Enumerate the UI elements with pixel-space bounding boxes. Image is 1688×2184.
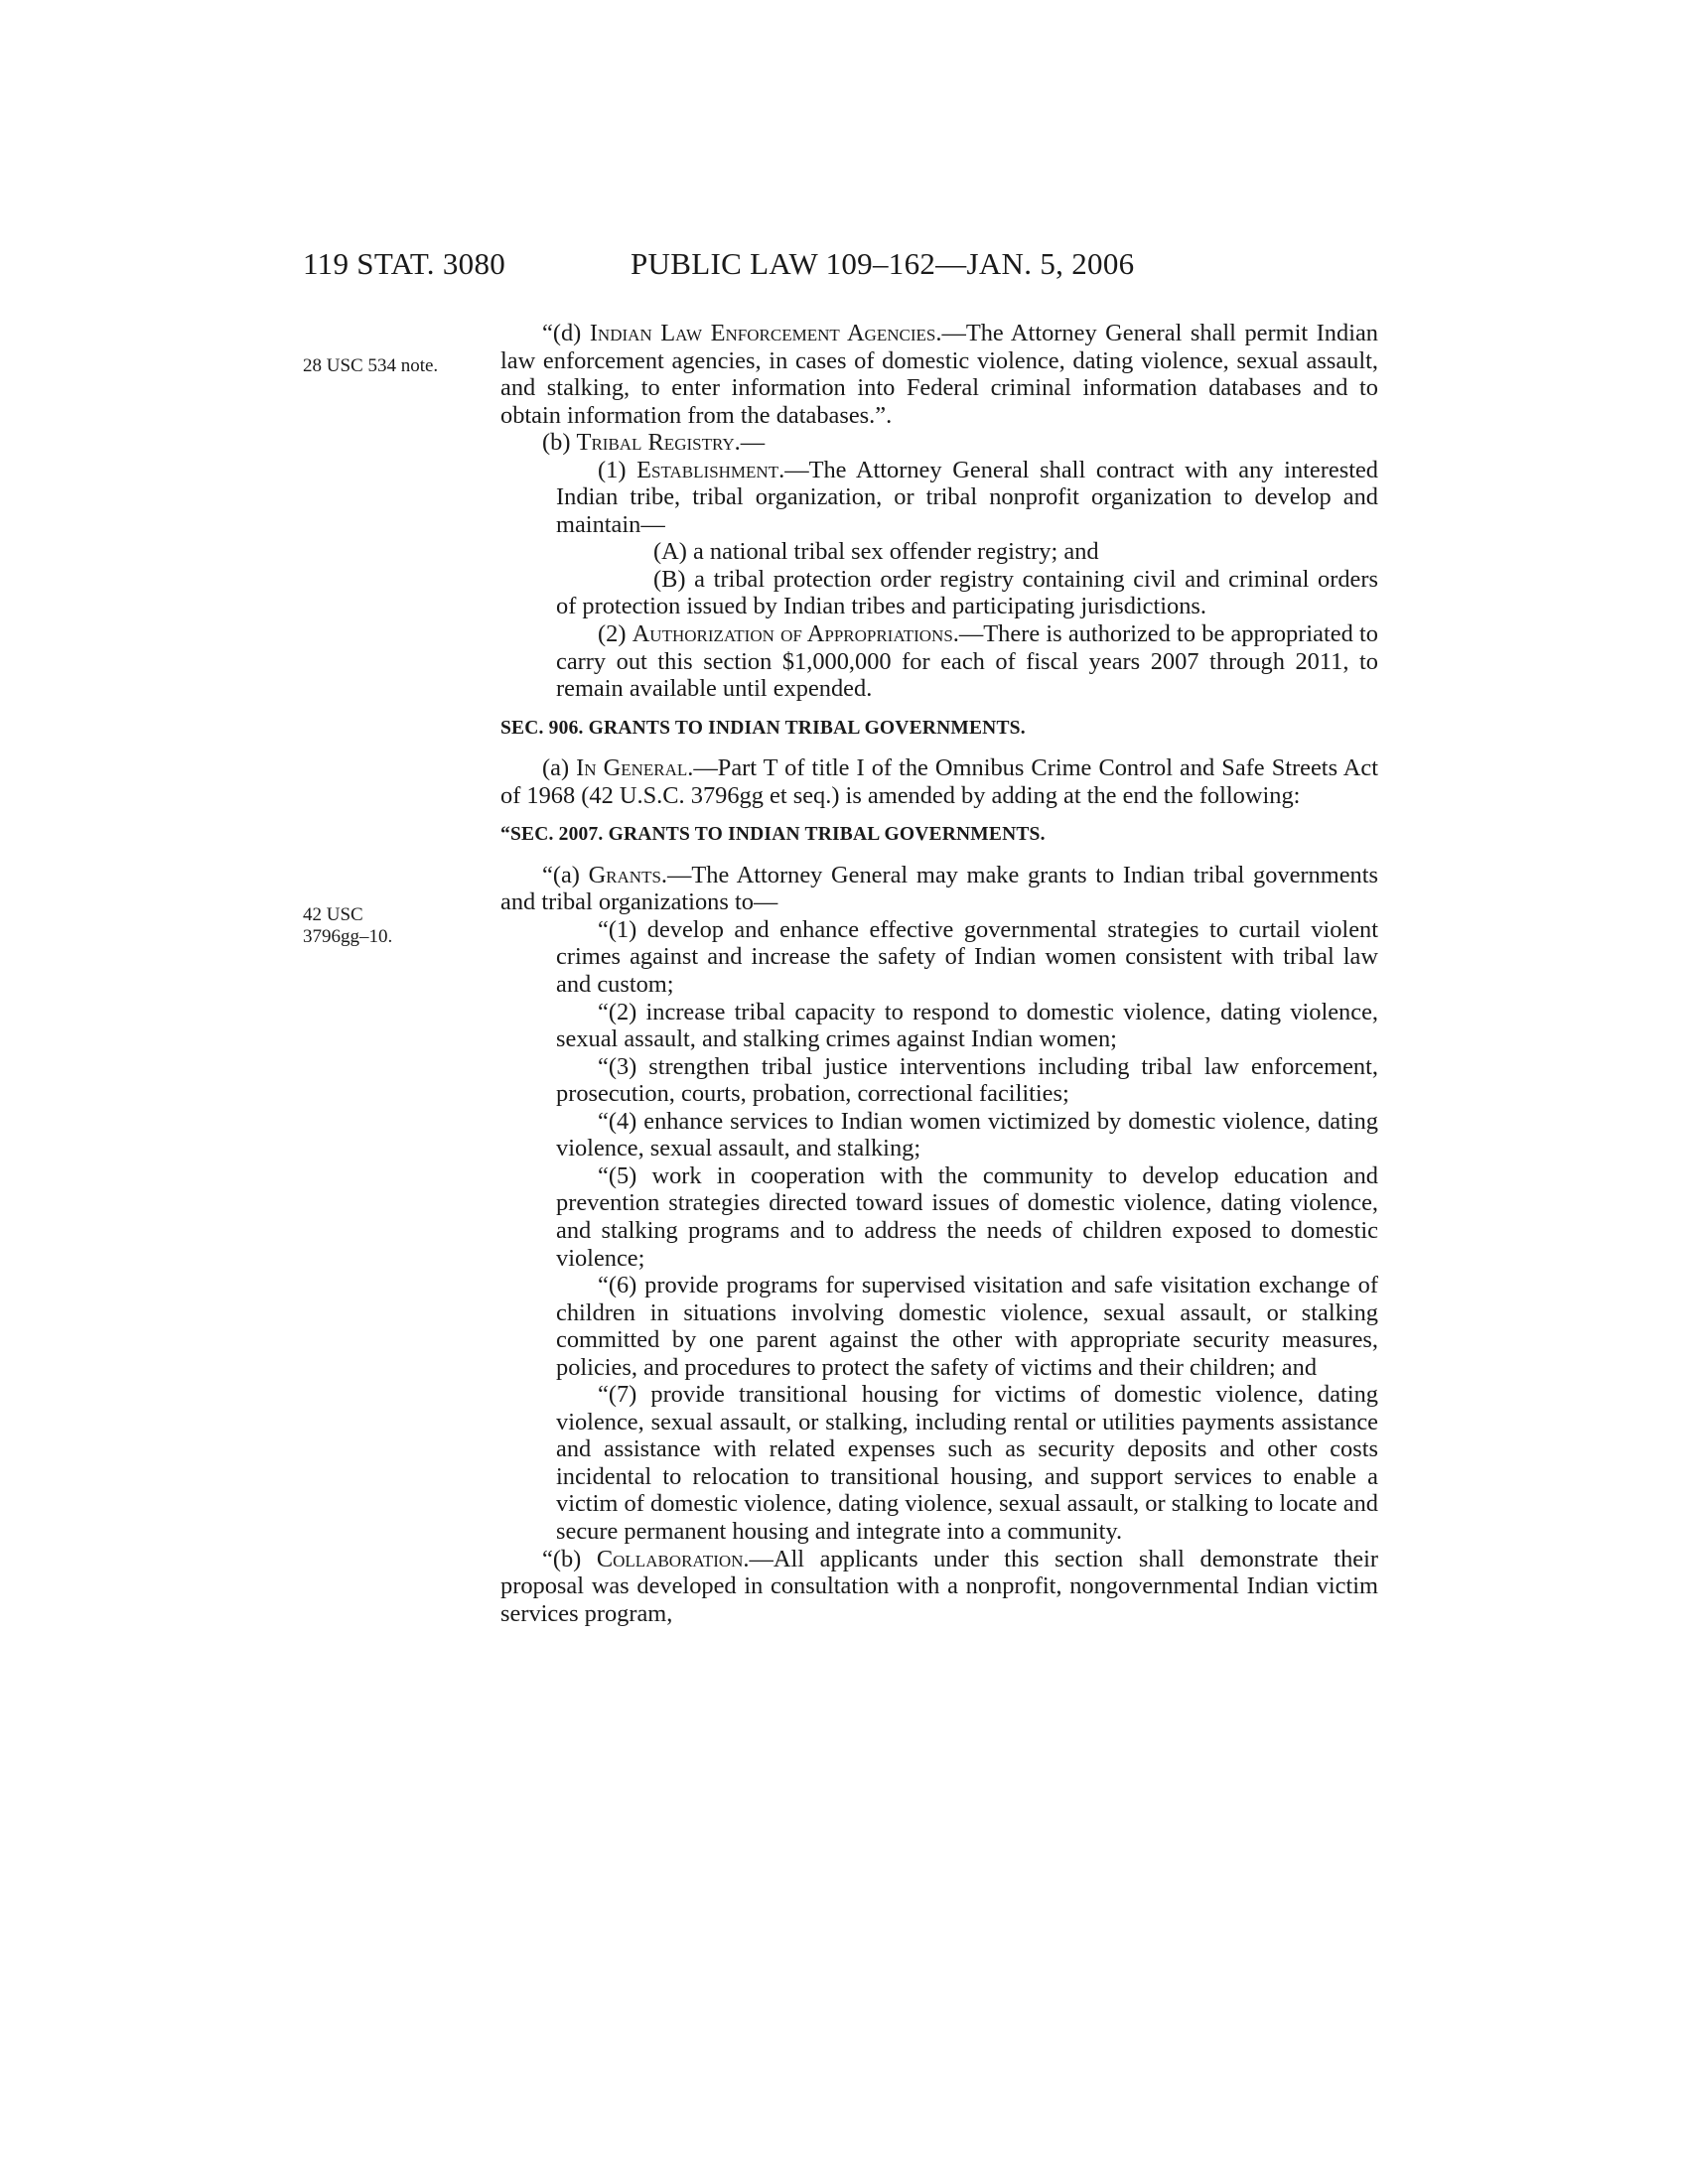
grant-purpose-item: “(6) provide programs for supervised visitation and safe visitation exchange of children in situations involving domestic violence, sexual assault, or stalking committed by one parent against the other with appropriate security measures, policies, and procedures to protect the safety of victims and their children; and	[556, 1272, 1378, 1381]
paragraph-b1: (1) Establishment.—The Attorney General shall contract with any interested Indian tribe, tribal organization, or tribal nonprofit organization to develop and maintain—	[556, 456, 1378, 538]
grants-subsection-a: “(a) Grants.—The Attorney General may make grants to Indian tribal governments and tribal organizations to—	[500, 861, 1378, 916]
grant-purpose-item: “(2) increase tribal capacity to respond to domestic violence, dating violence, sexual assault, and stalking crimes against Indian women;	[556, 998, 1378, 1053]
page-header	[0, 246, 1688, 286]
margin-note-usc-534: 28 USC 534 note.	[303, 355, 439, 376]
subsection-a: (a) In General.—Part T of title I of the Omnibus Crime Control and Safe Streets Act of 1968 (42 U.S.C. 3796gg et seq.) is amended by adding at the end the following:	[500, 754, 1379, 809]
grant-purpose-item: “(7) provide transitional housing for victims of domestic violence, dating violence, sexual assault, or stalking, including rental or utilities payments assistance and assistance with related expenses such as security deposits and other costs incidental to relocation to transitional housing, and support services to enable a victim of domestic violence, dating violence, sexual assault, or stalking to locate and secure permanent housing and integrate into a community.	[556, 1381, 1378, 1545]
section-906-heading: SEC. 906. GRANTS TO INDIAN TRIBAL GOVERNMENTS.	[500, 717, 1026, 739]
body-text	[500, 320, 1378, 1627]
grant-purpose-item: “(4) enhance services to Indian women victimized by domestic violence, dating violence, sexual assault, and stalking;	[556, 1107, 1378, 1162]
grant-purpose-item: “(1) develop and enhance effective governmental strategies to curtail violent crimes against and increase the safety of Indian women consistent with tribal law and custom;	[556, 915, 1378, 999]
stat-page-number: 119 STAT. 3080	[303, 246, 506, 281]
section-2007-heading: “SEC. 2007. GRANTS TO INDIAN TRIBAL GOVERNMENTS.	[500, 824, 1046, 846]
paragraph-b2: (2) Authorization of Appropriations.—There is authorized to be appropriated to carry out this section $1,000,000 for each of fiscal years 2007 through 2011, to remain available until expended.	[556, 620, 1378, 703]
caption: Collaboration.	[596, 1545, 750, 1572]
caption: In General.	[576, 754, 694, 782]
caption: Indian Law Enforcement Agencies.	[589, 320, 942, 346]
subsection-d: “(d) Indian Law Enforcement Agencies.—The Attorney General shall permit Indian law enforcement agencies, in cases of domestic violence, dating violence, sexual assault, and stalking, to enter information into Federal criminal information databases and to obtain information from the databases.”.	[500, 320, 1378, 429]
caption: Authorization of Appropriations.	[632, 620, 959, 648]
caption: Tribal Registry.	[576, 429, 741, 457]
grant-purpose-item: “(3) strengthen tribal justice interventions including tribal law enforcement, prosecution, courts, probation, correctional facilities;	[556, 1052, 1378, 1108]
caption: Establishment.	[636, 456, 785, 483]
margin-note-usc-3796gg: 42 USC 3796gg–10.	[303, 904, 393, 947]
subparagraph-b1b: (B) a tribal protection order registry containing civil and criminal orders of protection issued by Indian tribes and participating jurisdictions.	[556, 565, 1378, 620]
law-title: PUBLIC LAW 109–162—JAN. 5, 2006	[631, 246, 1135, 281]
grant-purpose-item: “(5) work in cooperation with the community to develop education and prevention strategies directed toward issues of domestic violence, dating violence, and stalking programs and to address the needs of children exposed to domestic violence;	[556, 1161, 1378, 1272]
subsection-b: (b) Tribal Registry.—	[542, 429, 766, 457]
caption: Grants.	[588, 861, 668, 888]
subparagraph-b1a: (A) a national tribal sex offender registry; and	[653, 538, 1099, 566]
grants-subsection-b: “(b) Collaboration.—All applicants under this section shall demonstrate their proposal was developed in consultation with a nonprofit, nongovernmental Indian victim services program,	[500, 1545, 1378, 1627]
